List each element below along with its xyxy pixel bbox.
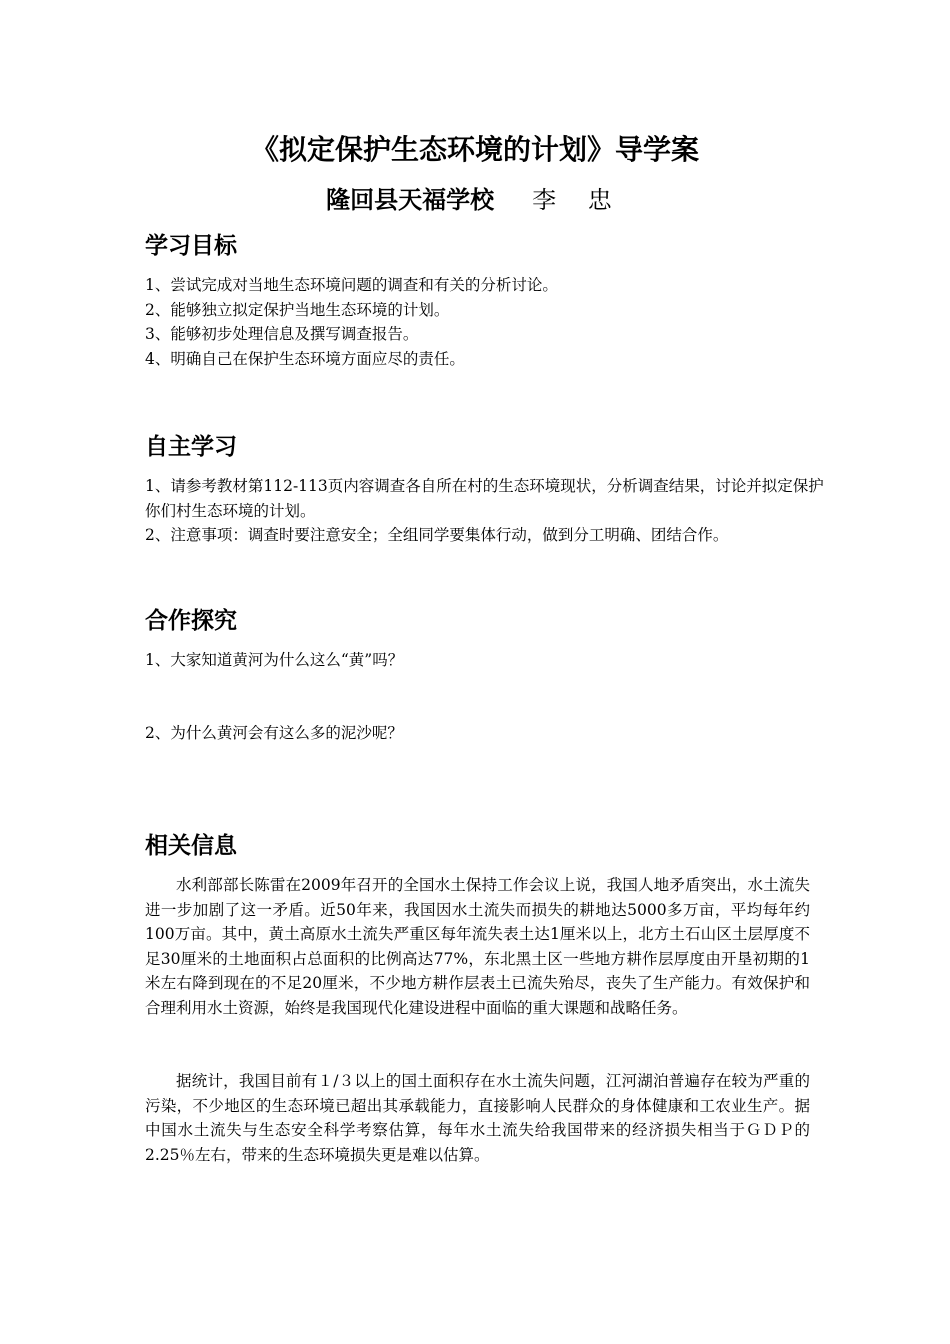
goal-item: 3、能够初步处理信息及撰写调查报告。 [145, 325, 419, 343]
self-study-list [145, 474, 825, 548]
school-name: 隆回县天福学校 [326, 186, 495, 214]
section-heading-goals: 学习目标 [145, 233, 237, 259]
goal-item: 1、尝试完成对当地生态环境问题的调查和有关的分析讨论。 [145, 276, 558, 294]
related-info-paragraph: 水利部部长陈雷在2009年召开的全国水土保持工作会议上说，我国人地矛盾突出，水土流失进一步加剧了这一矛盾。近50年来，我国因水土流失而损失的耕地达5000多万亩，平均每年约100万亩。其中，黄土高原水土流失严重区每年流失表土达1厘米以上，北方土石山区土层厚度不足30厘米的土地面积占总面积的比例高达77%，东北黑土区一些地方耕作层厚度由开垦初期的1米左右降到现在的不足20厘米，不少地方耕作层表土已流失殆尽，丧失了生产能力。有效保护和合理利用水土资源，始终是我国现代化建设进程中面临的重大课题和战略任务。 [145, 876, 810, 1017]
goal-item: 2、能够独立拟定保护当地生态环境的计划。 [145, 300, 450, 319]
cooperation-question-1: 1、大家知道黄河为什么这么“黄”吗？ [145, 651, 404, 669]
cooperation-question-2: 2、为什么黄河会有这么多的泥沙呢？ [145, 724, 403, 742]
goal-item: 4、明确自己在保护生态环境方面应尽的责任。 [145, 349, 465, 368]
section-heading-self-study: 自主学习 [145, 434, 237, 460]
author-name: 李 忠 [532, 186, 624, 214]
goals-list [145, 273, 825, 371]
section-heading-cooperation: 合作探究 [145, 608, 237, 634]
section-heading-related-info: 相关信息 [145, 833, 237, 859]
self-study-item: 1、请参考教材第112-113页内容调查各自所在村的生态环境现状，分析调查结果，讨论并拟定保护你们村生态环境的计划。 [145, 477, 824, 520]
self-study-item: 2、注意事项：调查时要注意安全；全组同学要集体行动，做到分工明确、团结合作。 [145, 526, 729, 544]
related-info-paragraph: 据统计，我国目前有１/３以上的国土面积存在水土流失问题，江河湖泊普遍存在较为严重的污染，不少地区的生态环境已超出其承载能力，直接影响人民群众的身体健康和工农业生产。据中国水土流失与生态安全科学考察估算，每年水土流失给我国带来的经济损失相当于ＧＤＰ的2.25％左右，带来的生态环境损失更是难以估算。 [145, 1072, 810, 1164]
document-byline [0, 183, 950, 217]
document-title: 《拟定保护生态环境的计划》导学案 [250, 133, 699, 166]
